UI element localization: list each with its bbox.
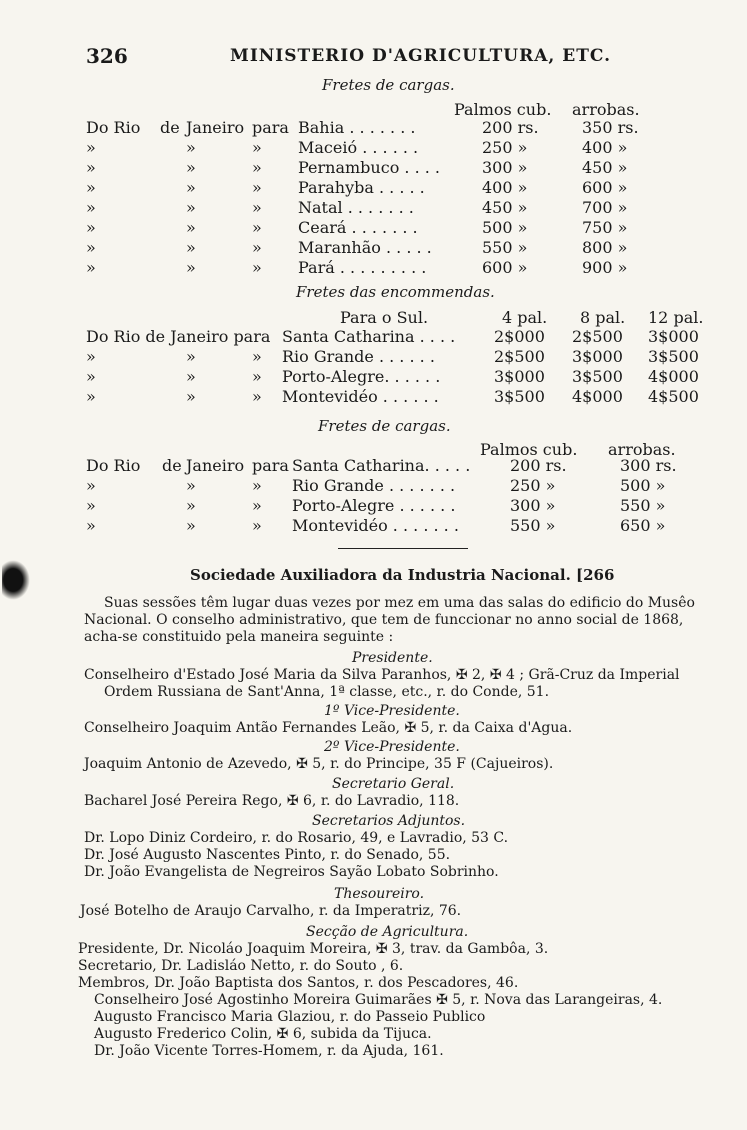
cell-8pal: 3$500 — [572, 367, 623, 386]
cell-destination: Porto-Alegre . . . . . . — [292, 496, 456, 515]
cell-janeiro: » — [186, 178, 196, 197]
cell-12pal: 3$000 — [648, 327, 699, 346]
cell-para: para — [252, 456, 289, 475]
cell-palmos: 550 » — [482, 238, 528, 257]
cell-palmos: 500 » — [482, 218, 528, 237]
cell-origin: » — [86, 387, 96, 406]
cell-janeiro: » — [186, 238, 196, 257]
cell-para: » — [252, 138, 262, 157]
cell-janeiro: » — [186, 158, 196, 177]
cell-para: » — [252, 198, 262, 217]
cell-arrobas: 600 » — [582, 178, 628, 197]
cell-janeiro: » — [186, 476, 196, 495]
table-row — [0, 238, 747, 258]
table-row — [0, 178, 747, 198]
cell-para: » — [252, 238, 262, 257]
cell-origin: » — [86, 347, 96, 366]
society-title: Sociedade Auxiliadora da Industria Nacional. [266 — [190, 566, 615, 584]
cell-12pal: 3$500 — [648, 347, 699, 366]
cell-destination: Montevidéo . . . . . . — [282, 387, 439, 406]
vice2-heading: 2º Vice-Presidente. — [324, 739, 460, 755]
cell-janeiro: » — [186, 367, 196, 386]
cell-de: de — [162, 456, 182, 475]
cell-palmos: 600 » — [482, 258, 528, 277]
cell-destination: Bahia . . . . . . . — [298, 118, 416, 137]
table-row — [0, 476, 747, 496]
cell-8pal: 3$000 — [572, 347, 623, 366]
table-row — [0, 118, 747, 138]
cell-janeiro: » — [186, 258, 196, 277]
agric-line-7: Dr. João Vicente Torres-Homem, r. da Ajuda, 161. — [94, 1043, 444, 1059]
cell-12pal: 4$500 — [648, 387, 699, 406]
cell-origin: » — [86, 367, 96, 386]
cell-destination: Natal . . . . . . . — [298, 198, 414, 217]
intro-line-1: Suas sessões têm lugar duas vezes por mez em uma das salas do edificio do Musêo — [104, 595, 695, 611]
cell-arrobas: 550 » — [620, 496, 666, 515]
table-row — [0, 138, 747, 158]
cell-arrobas: 400 » — [582, 138, 628, 157]
cell-palmos: 300 » — [510, 496, 556, 515]
cell-palmos: 400 » — [482, 178, 528, 197]
col-header-arrobas-2: arrobas. — [608, 440, 676, 459]
cell-palmos: 200 rs. — [510, 456, 567, 475]
secadj-line-3: Dr. João Evangelista de Negreiros Sayão Lobato Sobrinho. — [84, 864, 499, 880]
cell-arrobas: 450 » — [582, 158, 628, 177]
cell-8pal: 4$000 — [572, 387, 623, 406]
presidente-heading: Presidente. — [352, 650, 433, 666]
cell-arrobas: 350 rs. — [582, 118, 639, 137]
cell-destination: Rio Grande . . . . . . . — [292, 476, 456, 495]
cell-para: para — [252, 118, 289, 137]
cell-12pal: 4$000 — [648, 367, 699, 386]
cell-origin: » — [86, 496, 96, 515]
cell-janeiro: » — [186, 496, 196, 515]
cell-destination: Pará . . . . . . . . . — [298, 258, 427, 277]
cell-para: » — [252, 218, 262, 237]
cell-4pal: 2$000 — [494, 327, 545, 346]
vice1-line: Conselheiro Joaquim Antão Fernandes Leão, ✠ 5, r. da Caixa d'Agua. — [84, 720, 573, 736]
cell-arrobas: 750 » — [582, 218, 628, 237]
cell-origin: Do Rio — [86, 456, 141, 475]
cell-para: » — [252, 516, 262, 535]
intro-line-2: Nacional. O conselho administrativo, que tem de funccionar no anno social de 1868, — [84, 612, 684, 628]
agric-line-5: Augusto Francisco Maria Glaziou, r. do Passeio Publico — [94, 1009, 486, 1025]
cell-arrobas: 650 » — [620, 516, 666, 535]
agric-line-4: Conselheiro José Agostinho Moreira Guimarães ✠ 5, r. Nova das Larangeiras, 4. — [94, 992, 663, 1008]
agric-line-1: Presidente, Dr. Nicoláo Joaquim Moreira, ✠ 3, trav. da Gambôa, 3. — [78, 941, 549, 957]
cell-janeiro: » — [186, 218, 196, 237]
table-row — [0, 496, 747, 516]
cell-para: » — [252, 178, 262, 197]
col-header-4pal: 4 pal. — [502, 308, 548, 327]
cell-8pal: 2$500 — [572, 327, 623, 346]
cell-arrobas: 300 rs. — [620, 456, 677, 475]
cell-palmos: 200 rs. — [482, 118, 539, 137]
col-header-8pal: 8 pal. — [580, 308, 626, 327]
cell-palmos: 300 » — [482, 158, 528, 177]
cell-origin: » — [86, 476, 96, 495]
tesoureiro-line: José Botelho de Araujo Carvalho, r. da Imperatriz, 76. — [80, 903, 462, 919]
vice1-heading: 1º Vice-Presidente. — [324, 703, 460, 719]
cell-destination: Rio Grande . . . . . . — [282, 347, 435, 366]
agric-heading: Secção de Agricultura. — [306, 924, 469, 940]
cell-janeiro: » — [186, 138, 196, 157]
table-row — [0, 218, 747, 238]
cell-destination: Ceará . . . . . . . — [298, 218, 418, 237]
table-row — [0, 198, 747, 218]
cell-para: » — [252, 387, 262, 406]
agric-line-2: Secretario, Dr. Ladisláo Netto, r. do Souto , 6. — [78, 958, 404, 974]
section-title-encommendas: Fretes das encommendas. — [296, 283, 495, 301]
para-o-sul: Para o Sul. — [340, 308, 429, 327]
cell-origin: » — [86, 138, 96, 157]
cell-origin: » — [86, 238, 96, 257]
cell-palmos: 250 » — [482, 138, 528, 157]
vice2-line: Joaquim Antonio de Azevedo, ✠ 5, r. do Principe, 35 F (Cajueiros). — [84, 756, 554, 772]
table-row — [0, 258, 747, 278]
cell-origin: » — [86, 258, 96, 277]
secadj-line-1: Dr. Lopo Diniz Cordeiro, r. do Rosario, 49, e Lavradio, 53 C. — [84, 830, 509, 846]
cell-origin: » — [86, 198, 96, 217]
cell-4pal: 3$000 — [494, 367, 545, 386]
cell-para: » — [252, 476, 262, 495]
cell-origin: » — [86, 218, 96, 237]
secadj-heading: Secretarios Adjuntos. — [312, 813, 466, 829]
cell-para: » — [252, 347, 262, 366]
cell-palmos: 250 » — [510, 476, 556, 495]
cell-arrobas: 900 » — [582, 258, 628, 277]
cell-origin: Do Rio — [86, 118, 141, 137]
cell-destination: Maranhão . . . . . — [298, 238, 432, 257]
cell-para: » — [252, 258, 262, 277]
cell-para: » — [252, 496, 262, 515]
cell-palmos: 550 » — [510, 516, 556, 535]
table-row — [0, 158, 747, 178]
cell-para: » — [252, 367, 262, 386]
table-row — [0, 516, 747, 536]
cell-destination: Porto-Alegre. . . . . . — [282, 367, 441, 386]
presidente-line-1: Conselheiro d'Estado José Maria da Silva Paranhos, ✠ 2, ✠ 4 ; Grã-Cruz da Imperial — [84, 667, 680, 683]
cell-4pal: 3$500 — [494, 387, 545, 406]
cell-destination: Montevidéo . . . . . . . — [292, 516, 459, 535]
cell-janeiro: » — [186, 198, 196, 217]
cell-destination: Santa Catharina . . . . — [282, 327, 456, 346]
secgeral-heading: Secretario Geral. — [332, 776, 455, 792]
cell-de: de — [160, 118, 180, 137]
table-row — [0, 347, 747, 367]
agric-line-6: Augusto Frederico Colin, ✠ 6, subida da Tijuca. — [94, 1026, 432, 1042]
secadj-line-2: Dr. José Augusto Nascentes Pinto, r. do Senado, 55. — [84, 847, 451, 863]
col-header-palmos: Palmos cub. — [454, 100, 552, 119]
cell-origin: » — [86, 178, 96, 197]
tesoureiro-heading: Thesoureiro. — [334, 886, 425, 902]
cell-destination: Pernambuco . . . . — [298, 158, 441, 177]
table-row — [0, 367, 747, 387]
cell-origin: » — [86, 516, 96, 535]
cell-arrobas: 700 » — [582, 198, 628, 217]
cell-destination: Santa Catharina. . . . . — [292, 456, 471, 475]
section-title-fretes-cargas-2: Fretes de cargas. — [318, 417, 451, 435]
page-header-title: MINISTERIO D'AGRICULTURA, ETC. — [230, 46, 611, 66]
cell-janeiro: » — [186, 347, 196, 366]
cell-para: » — [252, 158, 262, 177]
col-header-12pal: 12 pal. — [648, 308, 704, 327]
divider-rule — [338, 548, 468, 549]
presidente-line-2: Ordem Russiana de Sant'Anna, 1ª classe, etc., r. do Conde, 51. — [104, 684, 550, 700]
cell-arrobas: 800 » — [582, 238, 628, 257]
cell-destination: Parahyba . . . . . — [298, 178, 425, 197]
cell-janeiro: Janeiro — [186, 118, 245, 137]
cell-palmos: 450 » — [482, 198, 528, 217]
intro-line-3: acha-se constituido pela maneira seguinte : — [84, 629, 394, 645]
cell-arrobas: 500 » — [620, 476, 666, 495]
table-row — [0, 327, 747, 347]
cell-janeiro: » — [186, 516, 196, 535]
section-title-fretes-cargas-1: Fretes de cargas. — [322, 76, 455, 94]
col-header-palmos-2: Palmos cub. — [480, 440, 578, 459]
table-row — [0, 387, 747, 407]
ink-blot — [2, 560, 30, 600]
page-number: 326 — [86, 44, 128, 68]
col-header-arrobas: arrobas. — [572, 100, 640, 119]
secgeral-line: Bacharel José Pereira Rego, ✠ 6, r. do Lavradio, 118. — [84, 793, 460, 809]
cell-4pal: 2$500 — [494, 347, 545, 366]
cell-destination: Maceió . . . . . . — [298, 138, 419, 157]
cell-origin: » — [86, 158, 96, 177]
agric-line-3: Membros, Dr. João Baptista dos Santos, r. dos Pescadores, 46. — [78, 975, 519, 991]
cell-janeiro: » — [186, 387, 196, 406]
cell-janeiro: Janeiro — [186, 456, 245, 475]
cell-origin: Do Rio de Janeiro para — [86, 327, 271, 346]
table-row — [0, 456, 747, 476]
